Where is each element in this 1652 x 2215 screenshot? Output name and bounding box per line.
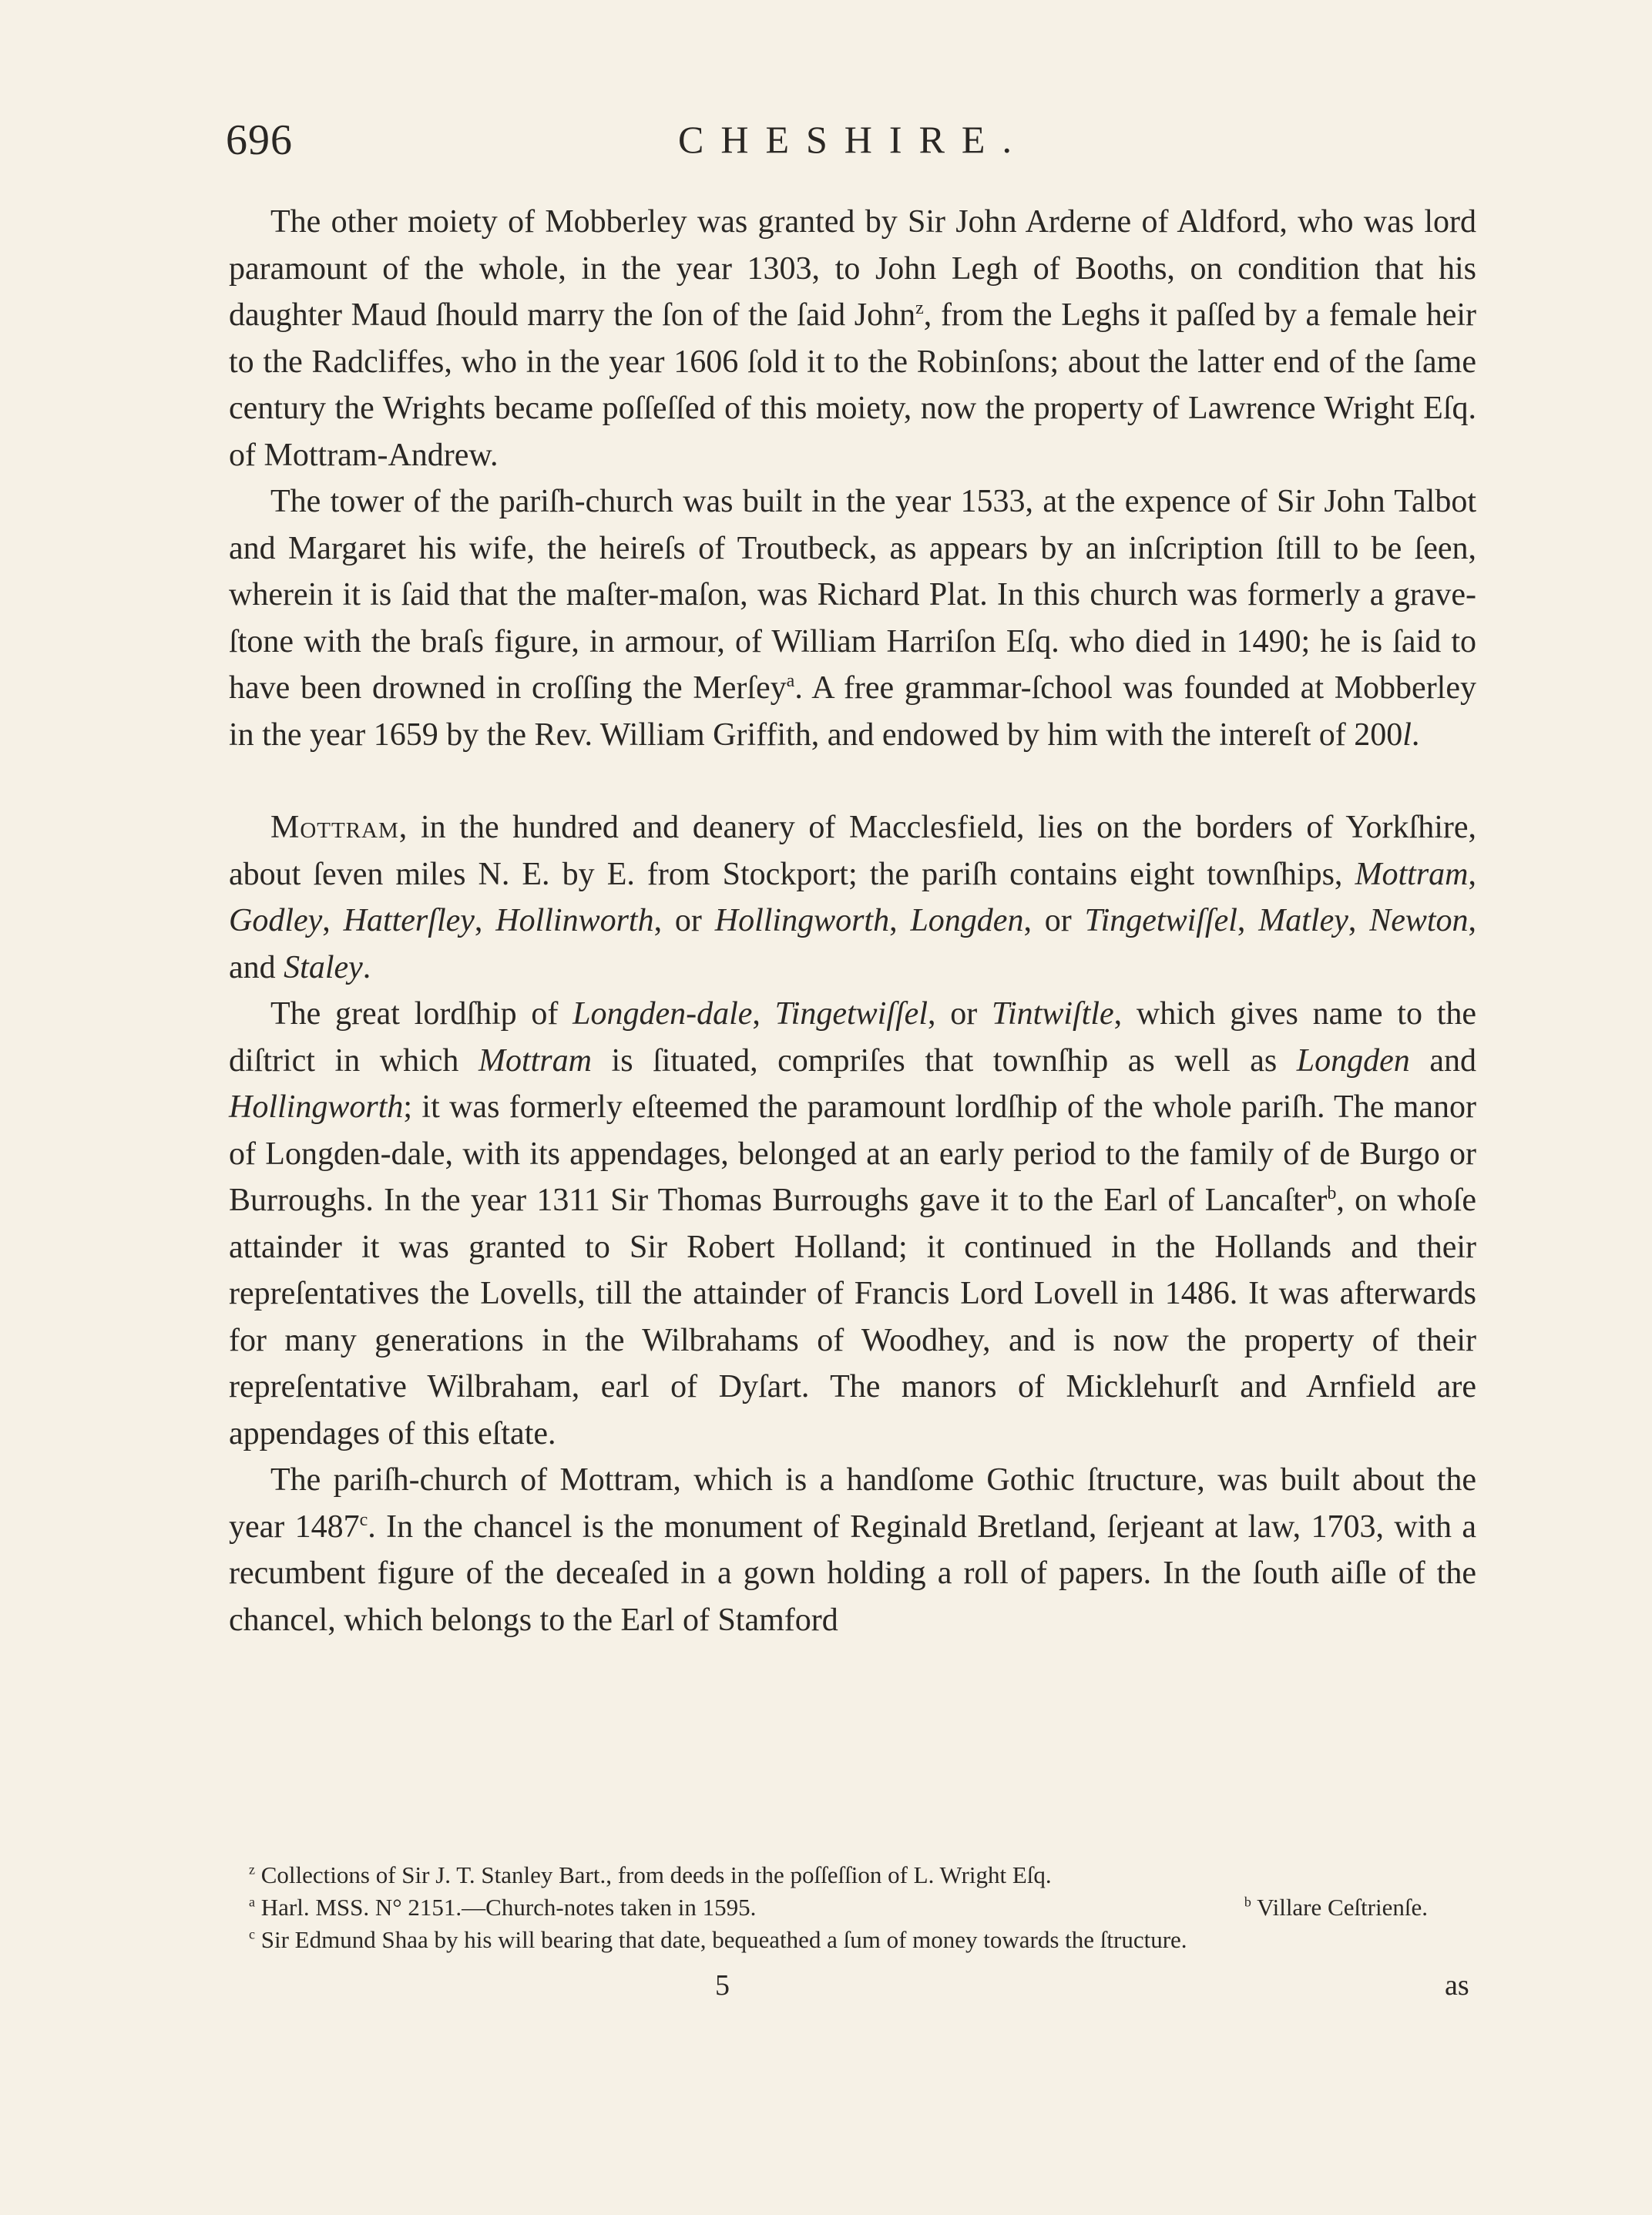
paragraph-longden-dale: The great lordſhip of Longden-dale, Tingetwiſſel, or Tintwiſtle, which gives name to the diſtrict in which Mottram is ſituated, compriſes that townſhip as well as Longden and Hollingworth; it was formerly eſteemed the paramount lordſhip of the whole pariſh. The manor of Longden-dale, with its appendages, belonged at an early period to the family of de Burgo or Burroughs. In the year 1311 Sir Thomas Burroughs gave it to the Earl of Lancaſter$^b$, on whoſe attainder it was granted to Sir Robert Holland; it continued in the Hollands and their repreſentatives the Lovells, till the attainder of Francis Lord Lovell in 1486. It was afterwards for many generations in the Wilbrahams of Woodhey, and is now the property of their repreſentative Wilbraham, earl of Dyſart. The manors of Micklehurſt and Arnfield are appendages of this eſtate. — [229, 996, 1476, 1451]
main-text — [229, 199, 1476, 1643]
page-number: 696 — [226, 116, 293, 164]
paragraph-mottram-church: The pariſh-church of Mottram, which is a handſome Gothic ſtructure, was built about the year 1487$^c$. In the chancel is the monument of Reginald Bretland, ſerjeant at law, 1703, with a recumbent figure of the deceaſed in a gown holding a roll of papers. In the ſouth aiſle of the chancel, which belongs to the Earl of Stamford — [229, 1462, 1476, 1638]
signature-mark: 5 — [715, 1969, 730, 2002]
footnote-c: $^c$ Sir Edmund Shaa by his will bearing that date, bequeathed a ſum of money towards the ſtructure. — [249, 1926, 1187, 1953]
footnote-b: $^b$ Villare Ceſtrienſe. — [1244, 1894, 1428, 1921]
footnote-ref-c: c — [359, 1509, 368, 1530]
footnote-ref-a: a — [786, 671, 795, 691]
page-header — [0, 116, 1652, 177]
section-gap — [229, 758, 1476, 804]
catchline — [0, 1968, 1652, 2015]
section-heading-mottram: Mottram — [270, 810, 399, 845]
running-title: CHESHIRE. — [678, 118, 1029, 161]
footnote-ref-b: b — [1327, 1183, 1337, 1203]
catchword: as — [1445, 1969, 1469, 2002]
paragraph-mobberley-church: The tower of the pariſh-church was built in the year 1533, at the expence of Sir John Talbot and Margaret his wife, the heireſs of Troutbeck, as appears by an inſcription ſtill to be ſeen, wherein it is ſaid that the maſter-maſon, was Richard Plat. In this church was formerly a grave-ſtone with the braſs figure, in armour, of William Harriſon Eſq. who died in 1490; he is ſaid to have been drowned in croſſing the Merſey$^a$. A free grammar-ſchool was founded at Mobberley in the year 1659 by the Rev. William Griffith, and endowed by him with the intereſt of 200l. — [229, 484, 1476, 753]
footnote-z: $^z$ Collections of Sir J. T. Stanley Bart., from deeds in the poſſeſſion of L. Wright Eſq. — [249, 1861, 1052, 1888]
footnote-row-a-b — [249, 1891, 1474, 1924]
paragraph-mobberley-moiety: The other moiety of Mobberley was granted by Sir John Arderne of Aldford, who was lord paramount of the whole, in the year 1303, to John Legh of Booths, on condition that his daughter Maud ſhould marry the ſon of the ſaid John$^z$, from the Leghs it paſſed by a female heir to the Radcliffes, who in the year 1606 ſold it to the Robinſons; about the latter end of the ſame century the Wrights became poſſeſſed of this moiety, now the property of Lawrence Wright Eſq. of Mottram-Andrew. — [229, 204, 1476, 473]
footnote-ref-z: z — [915, 298, 924, 318]
footnotes — [249, 1859, 1474, 1956]
paragraph-mottram-intro: Mottram, in the hundred and deanery of Macclesfield, lies on the borders of Yorkſhire, about ſeven miles N. E. by E. from Stockport; the pariſh contains eight townſhips, Mottram, Godley, Hatterſley, Hollinworth, or Hollingworth, Longden, or Tingetwiſſel, Matley, Newton, and Staley. — [229, 810, 1477, 985]
footnote-a: $^a$ Harl. MSS. N° 2151.—Church-notes taken in 1595. — [249, 1894, 757, 1921]
